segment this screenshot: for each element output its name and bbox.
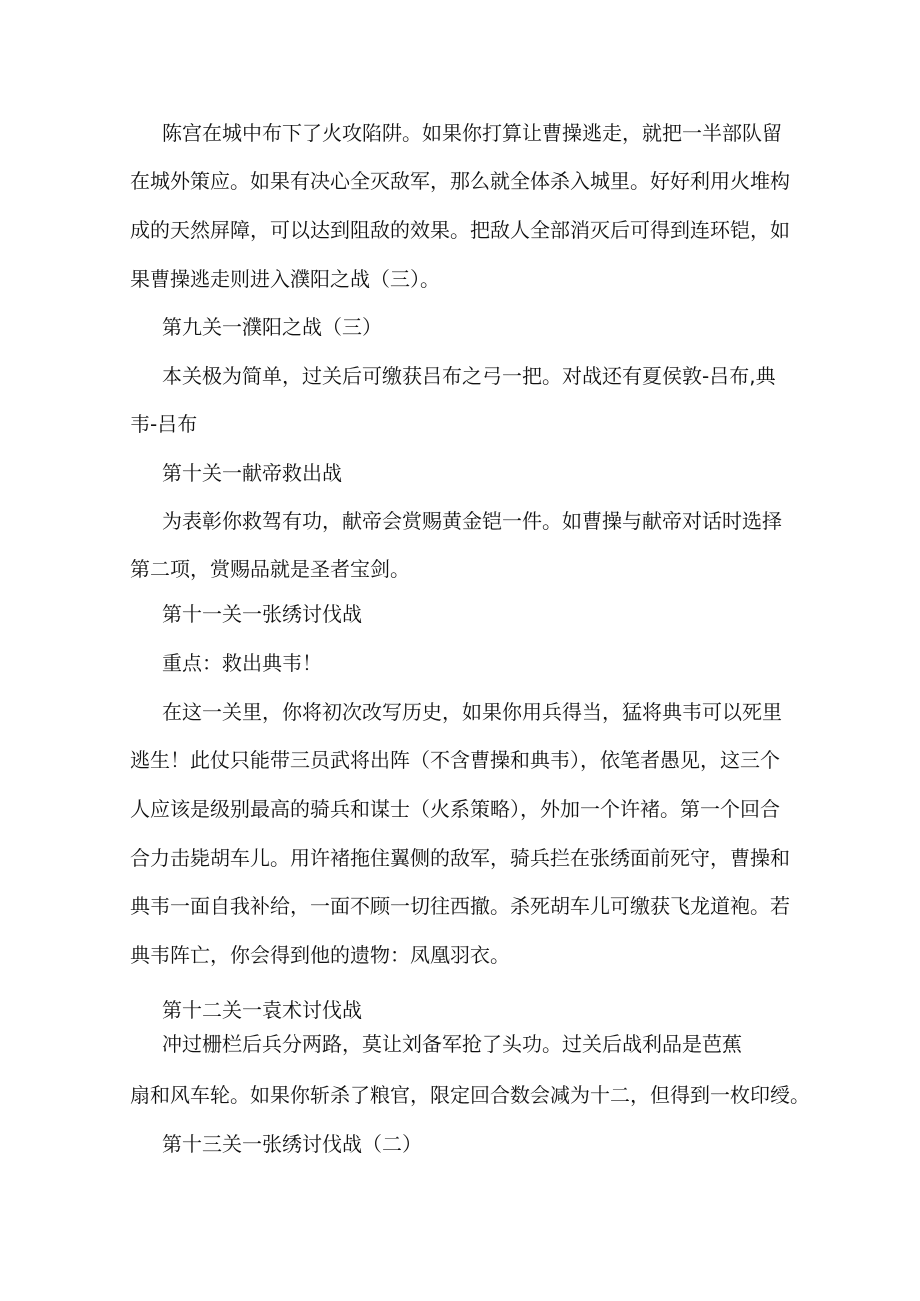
paragraph-line: 在城外策应。如果有决心全灭敌军，那么就全体杀入城里。好好利用火堆构 — [130, 169, 790, 193]
key-point-line: 重点：救出典韦！ — [162, 651, 322, 675]
paragraph-line: 扇和风车轮。如果你斩杀了粮官，限定回合数会减为十二，但得到一枚印绶。 — [130, 1083, 810, 1107]
section-heading: 第十三关一张绣讨伐战（二） — [162, 1132, 422, 1156]
paragraph-line: 韦-吕布 — [130, 412, 198, 436]
paragraph-line: 本关极为简单，过关后可缴获吕布之弓一把。对战还有夏侯敦-吕布,典 — [162, 364, 776, 388]
section-heading: 第十关一献帝救出战 — [162, 461, 342, 485]
paragraph-line: 合力击毙胡车儿。用许褚拖住翼侧的敌军，骑兵拦在张绣面前死守，曹操和 — [130, 846, 790, 870]
paragraph-line: 陈宫在城中布下了火攻陷阱。如果你打算让曹操逃走，就把一半部队留 — [162, 121, 782, 145]
section-heading: 第九关一濮阳之战（三） — [162, 315, 382, 339]
paragraph-line: 第二项，赏赐品就是圣者宝剑。 — [130, 557, 410, 581]
paragraph-line: 典韦阵亡，你会得到他的遗物：凤凰羽衣。 — [130, 943, 510, 967]
paragraph-line: 人应该是级别最高的骑兵和谋士（火系策略），外加一个许褚。第一个回合 — [130, 797, 780, 821]
paragraph-line: 为表彰你救驾有功，献帝会赏赐黄金铠一件。如曹操与献帝对话时选择 — [162, 509, 782, 533]
section-heading: 第十一关一张绣讨伐战 — [162, 602, 362, 626]
paragraph-line: 在这一关里，你将初次改写历史，如果你用兵得当，猛将典韦可以死里 — [162, 700, 782, 724]
paragraph-line: 成的天然屏障，可以达到阻敌的效果。把敌人全部消灭后可得到连环铠，如 — [130, 218, 790, 242]
paragraph-line: 果曹操逃走则进入濮阳之战（三）。 — [130, 267, 440, 291]
paragraph-line: 典韦一面自我补给，一面不顾一切往西撤。杀死胡车儿可缴获飞龙道袍。若 — [130, 894, 790, 918]
section-heading: 第十二关一袁术讨伐战 — [162, 998, 362, 1022]
paragraph-line: 逃生！此仗只能带三员武将出阵（不含曹操和典韦），依笔者愚见，这三个 — [130, 748, 780, 772]
paragraph-line: 冲过栅栏后兵分两路，莫让刘备军抢了头功。过关后战利品是芭蕉 — [162, 1032, 742, 1056]
